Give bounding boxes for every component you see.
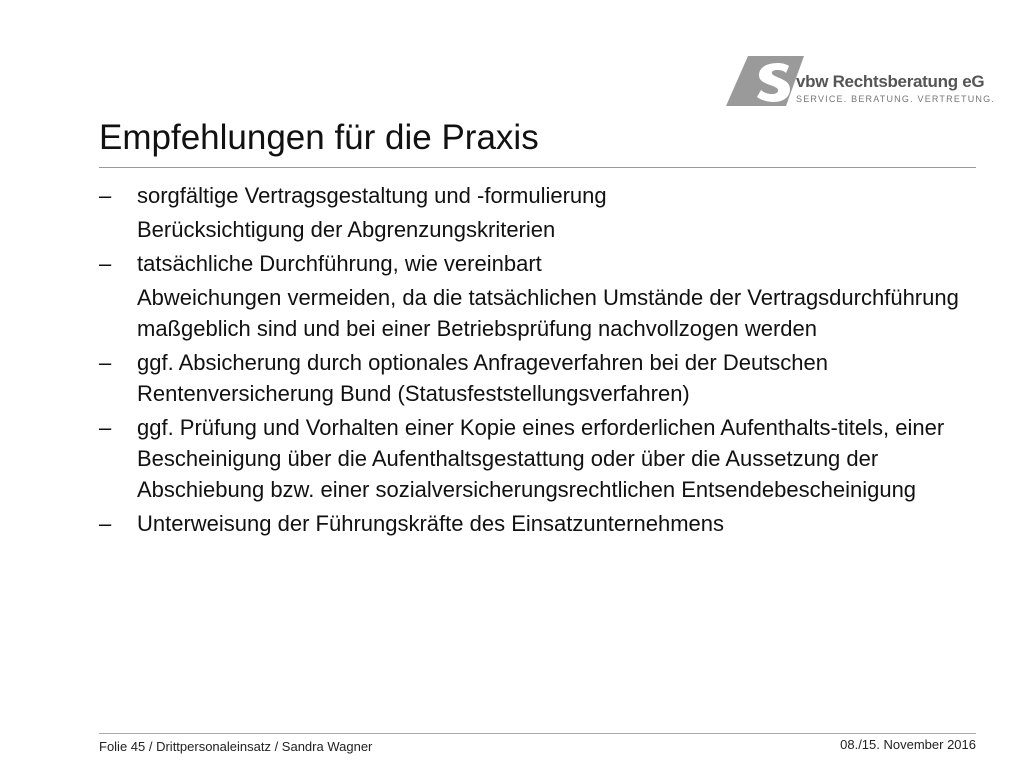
slide-title: Empfehlungen für die Praxis	[99, 118, 539, 157]
bullet-dash: –	[99, 511, 112, 536]
slide-content	[99, 180, 976, 542]
logo-name: vbw Rechtsberatung eG	[796, 72, 985, 91]
logo-tagline: SERVICE. BERATUNG. VERTRETUNG.	[796, 94, 996, 104]
bullet-dash: –	[99, 183, 112, 208]
footer-slide-info: Folie 45 / Drittpersonaleinsatz / Sandra Wagner	[99, 739, 373, 754]
bullet-text: ggf. Prüfung und Vorhalten einer Kopie eines erforderlichen Aufenthalts-titels, einer Bescheinigung über die Aufenthaltsgestattung oder über die Aussetzung der Abschiebung bzw. einer sozialversicherungsrechtlichen Entsendebescheinigung	[137, 415, 945, 502]
vbw-logo-mark-icon	[726, 56, 804, 106]
bullet-item	[99, 180, 976, 211]
company-logo	[726, 56, 996, 110]
footer-divider	[99, 733, 976, 734]
bullet-item	[99, 412, 976, 505]
bullet-dash: –	[99, 415, 112, 440]
title-divider	[99, 167, 976, 168]
bullet-text: sorgfältige Vertragsgestaltung und -formulierung	[137, 183, 607, 208]
bullet-text: Unterweisung der Führungskräfte des Einsatzunternehmens	[137, 511, 724, 536]
footer-date: 08./15. November 2016	[840, 737, 976, 752]
bullet-item	[99, 347, 976, 409]
bullet-text: ggf. Absicherung durch optionales Anfrageverfahren bei der Deutschen Rentenversicherung Bund (Statusfeststellungsverfahren)	[137, 350, 829, 406]
bullet-subtext: Abweichungen vermeiden, da die tatsächlichen Umstände der Vertragsdurchführung maßgeblich sind und bei einer Betriebsprüfung nachvollzogen werden	[137, 285, 959, 341]
bullet-subtext: Berücksichtigung der Abgrenzungskriterien	[137, 217, 556, 242]
bullet-dash: –	[99, 350, 112, 375]
bullet-item	[99, 508, 976, 539]
bullet-dash: –	[99, 251, 112, 276]
bullet-text: tatsächliche Durchführung, wie vereinbart	[137, 251, 542, 276]
bullet-item	[99, 248, 976, 279]
